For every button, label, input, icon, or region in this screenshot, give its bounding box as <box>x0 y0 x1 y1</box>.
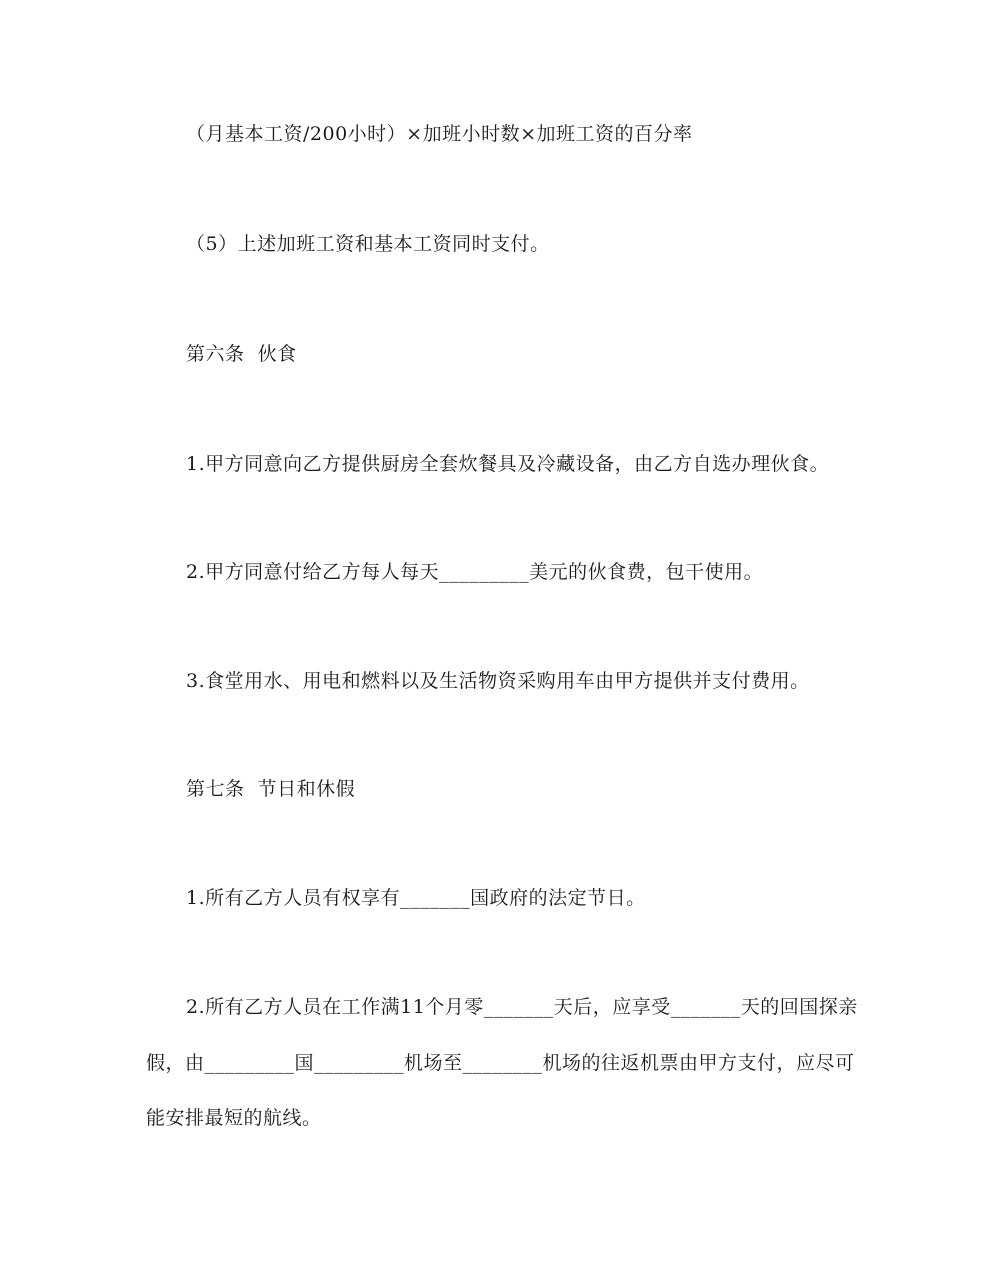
article-6-item-2: 2.甲方同意付给乙方每人每天_________美元的伙食费，包干使用。 <box>186 561 764 583</box>
article-7-item-2-line-1: 2.所有乙方人员在工作满11个月零_______天后，应享受_______天的回国探亲 <box>186 996 858 1018</box>
article-6-title: 第六条 伙食 <box>186 343 297 365</box>
item-5: （5）上述加班工资和基本工资同时支付。 <box>186 233 550 255</box>
article-6-item-1: 1.甲方同意向乙方提供厨房全套炊餐具及冷藏设备，由乙方自选办理伙食。 <box>186 453 830 475</box>
article-7-item-2-line-2: 假，由_________国_________机场至________机场的往返机票由甲方支付，应尽可 <box>146 1052 855 1074</box>
article-7-item-2-line-3: 能安排最短的航线。 <box>146 1107 322 1129</box>
article-6-item-3: 3.食堂用水、用电和燃料以及生活物资采购用车由甲方提供并支付费用。 <box>186 670 810 692</box>
formula-line: （月基本工资/200小时）×加班小时数×加班工资的百分率 <box>186 123 693 145</box>
article-7-item-1: 1.所有乙方人员有权享有_______国政府的法定节日。 <box>186 887 646 909</box>
article-7-title: 第七条 节日和休假 <box>186 778 356 800</box>
